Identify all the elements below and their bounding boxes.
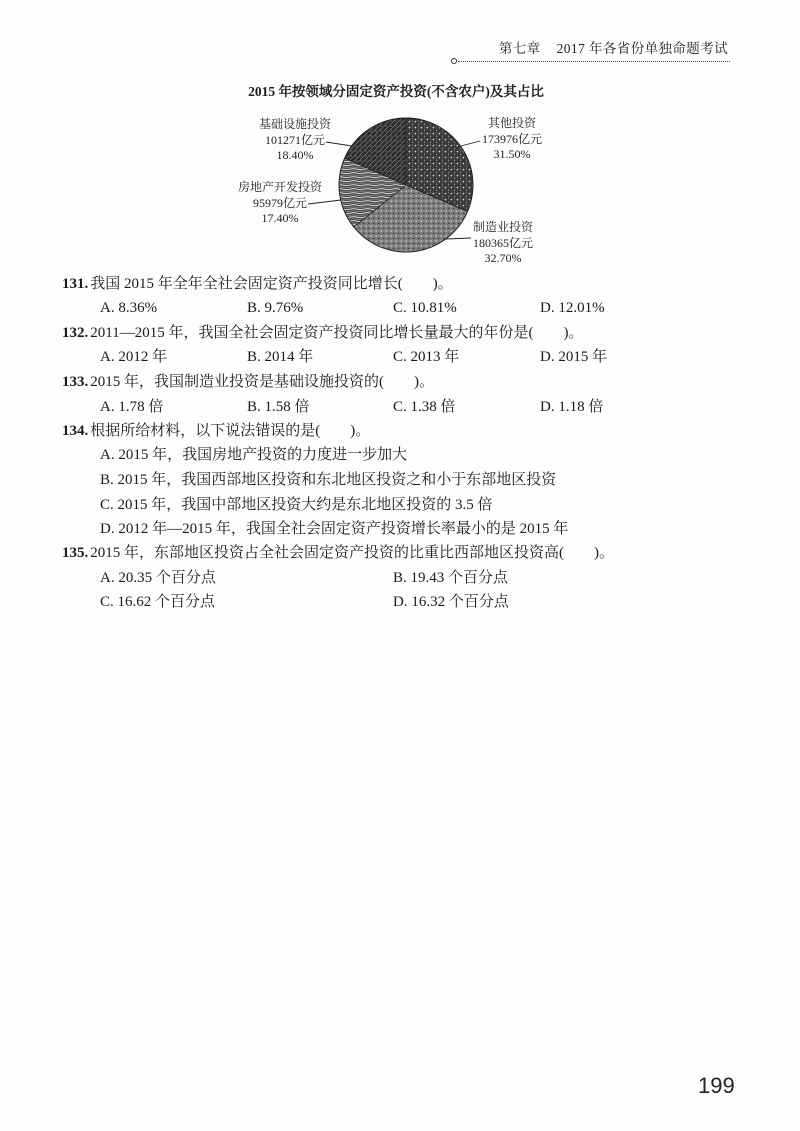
question-132 — [62, 325, 583, 341]
question-number: 134. — [62, 423, 89, 439]
question-stem: 2015 年，我国制造业投资是基础设施投资的( )。 — [90, 374, 434, 390]
slice-value: 95979亿元 — [252, 195, 307, 210]
q132-option-c: C. 2013 年 — [393, 349, 460, 365]
q133-option-d: D. 1.18 倍 — [540, 399, 604, 415]
question-stem: 2015 年，东部地区投资占全社会固定资产投资的比重比西部地区投资高( )。 — [90, 545, 614, 561]
slice-label-manufacturing — [448, 220, 558, 267]
q135-option-a: A. 20.35 个百分点 — [100, 570, 216, 586]
q131-option-c: C. 10.81% — [393, 300, 457, 316]
slice-name: 房地产开发投资 — [237, 180, 322, 194]
slice-percent: 17.40% — [261, 211, 299, 225]
question-131 — [62, 276, 453, 292]
slice-name: 其他投资 — [487, 116, 536, 130]
page-number: 199 — [698, 1073, 735, 1098]
q134-option-d: D. 2012 年—2015 年，我国全社会固定资产投资增长率最小的是 2015 年 — [100, 521, 569, 537]
q135-option-b: B. 19.43 个百分点 — [393, 570, 509, 586]
question-133 — [62, 374, 434, 390]
question-number: 132. — [62, 325, 89, 341]
header-title: 2017 年各省份单独命题考试 — [556, 41, 728, 56]
question-stem: 我国 2015 年全年全社会固定资产投资同比增长( )。 — [90, 276, 453, 292]
slice-percent: 18.40% — [276, 148, 314, 162]
q134-option-a: A. 2015 年，我国房地产投资的力度进一步加大 — [100, 447, 408, 463]
slice-label-real-estate — [225, 180, 335, 227]
q133-option-a: A. 1.78 倍 — [100, 399, 164, 415]
question-number: 131. — [62, 276, 89, 292]
q131-option-b: B. 9.76% — [247, 300, 304, 316]
q131-option-a: A. 8.36% — [100, 300, 158, 316]
slice-value: 101271亿元 — [264, 132, 325, 147]
question-number: 133. — [62, 374, 89, 390]
question-stem: 2011—2015 年，我国全社会固定资产投资同比增长量最大的年份是( )。 — [90, 325, 584, 341]
slice-label-infrastructure — [240, 117, 350, 164]
q132-option-a: A. 2012 年 — [100, 349, 168, 365]
q135-option-d: D. 16.32 个百分点 — [393, 594, 509, 610]
slice-value: 173976亿元 — [481, 131, 542, 146]
question-134 — [62, 423, 370, 439]
slice-value: 180365亿元 — [472, 235, 533, 250]
chart-title: 2015 年按领域分固定资产投资(不含农户)及其占比 — [248, 84, 544, 99]
q133-option-c: C. 1.38 倍 — [393, 399, 456, 415]
question-number: 135. — [62, 545, 89, 561]
q135-option-c: C. 16.62 个百分点 — [100, 594, 216, 610]
slice-label-other — [457, 116, 567, 163]
slice-name: 制造业投资 — [472, 220, 533, 234]
slice-percent: 31.50% — [493, 147, 531, 161]
q132-option-b: B. 2014 年 — [247, 349, 314, 365]
question-135 — [62, 545, 614, 561]
slice-percent: 32.70% — [484, 251, 522, 265]
chapter-label: 第七章 — [498, 41, 541, 56]
q134-option-c: C. 2015 年，我国中部地区投资大约是东北地区投资的 3.5 倍 — [100, 497, 493, 513]
q133-option-b: B. 1.58 倍 — [247, 399, 310, 415]
pie-chart — [0, 0, 800, 280]
slice-name: 基础设施投资 — [258, 117, 331, 131]
q131-option-d: D. 12.01% — [540, 300, 605, 316]
question-stem: 根据所给材料，以下说法错误的是( )。 — [90, 423, 371, 439]
q134-option-b: B. 2015 年，我国西部地区投资和东北地区投资之和小于东部地区投资 — [100, 472, 557, 488]
q132-option-d: D. 2015 年 — [540, 349, 608, 365]
